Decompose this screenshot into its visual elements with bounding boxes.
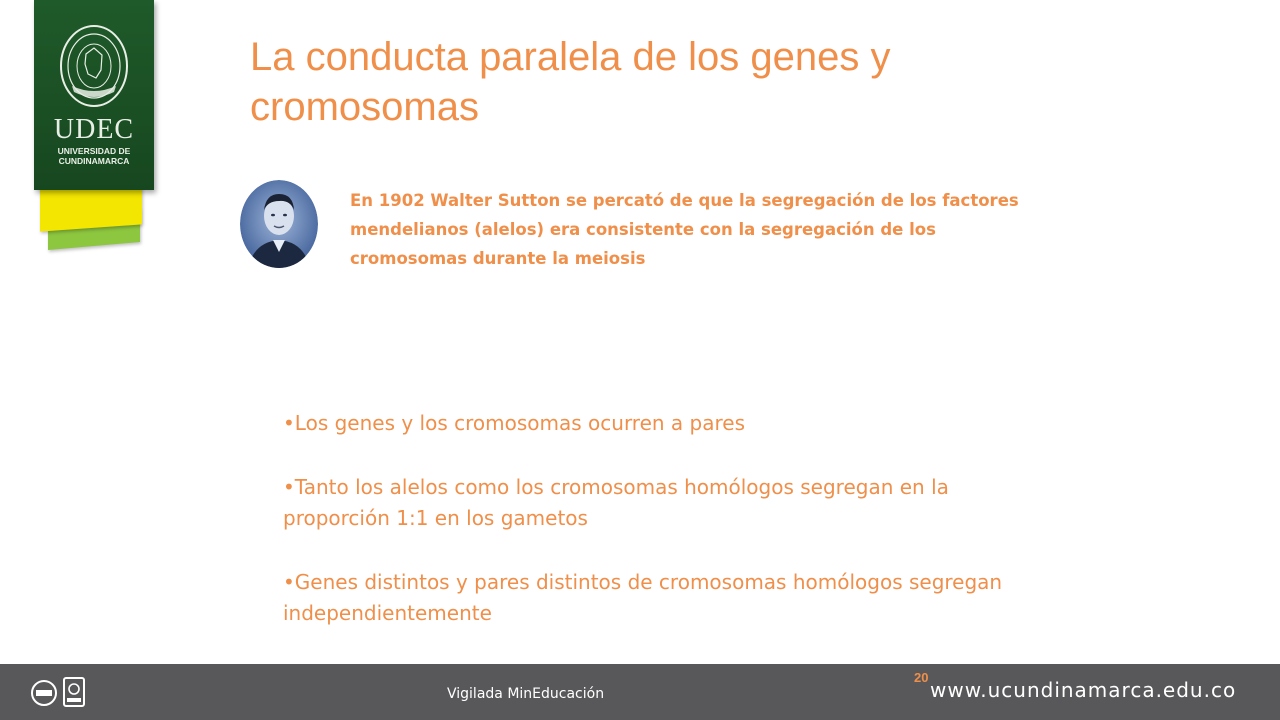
bullet-item: •Los genes y los cromosomas ocurren a pares (283, 411, 746, 435)
page-number: 20 (914, 670, 929, 685)
intro-paragraph: En 1902 Walter Sutton se percató de que la segregación de los factores mendelianos (alelos) era consistente con la segregación de los cromosomas durante la meiosis (350, 191, 1019, 268)
university-seal-icon (58, 22, 130, 110)
walter-sutton-portrait (240, 180, 318, 268)
logo-name-line2: CUNDINAMARCA (58, 156, 130, 166)
logo-name-line1: UNIVERSIDAD DE (57, 146, 131, 156)
slide-title: La conducta paralela de los genes y cromosomas (250, 35, 891, 129)
bullet-list (283, 408, 1043, 662)
website-link[interactable]: www.ucundinamarca.edu.co (930, 678, 1237, 702)
logo-full-name (34, 146, 154, 166)
certification-icons (30, 676, 90, 710)
bullet-item: •Genes distintos y pares distintos de cromosomas homólogos segregan independientemente (283, 570, 1003, 625)
vigilada-label: Vigilada MinEducación (447, 686, 605, 702)
university-logo (34, 0, 154, 190)
logo-short-name: UDEC (53, 114, 135, 145)
portrait-image (240, 180, 318, 268)
footer-bar (0, 664, 1280, 720)
bullet-item: •Tanto los alelos como los cromosomas homólogos segregan en la proporción 1:1 en los gametos (283, 475, 949, 530)
